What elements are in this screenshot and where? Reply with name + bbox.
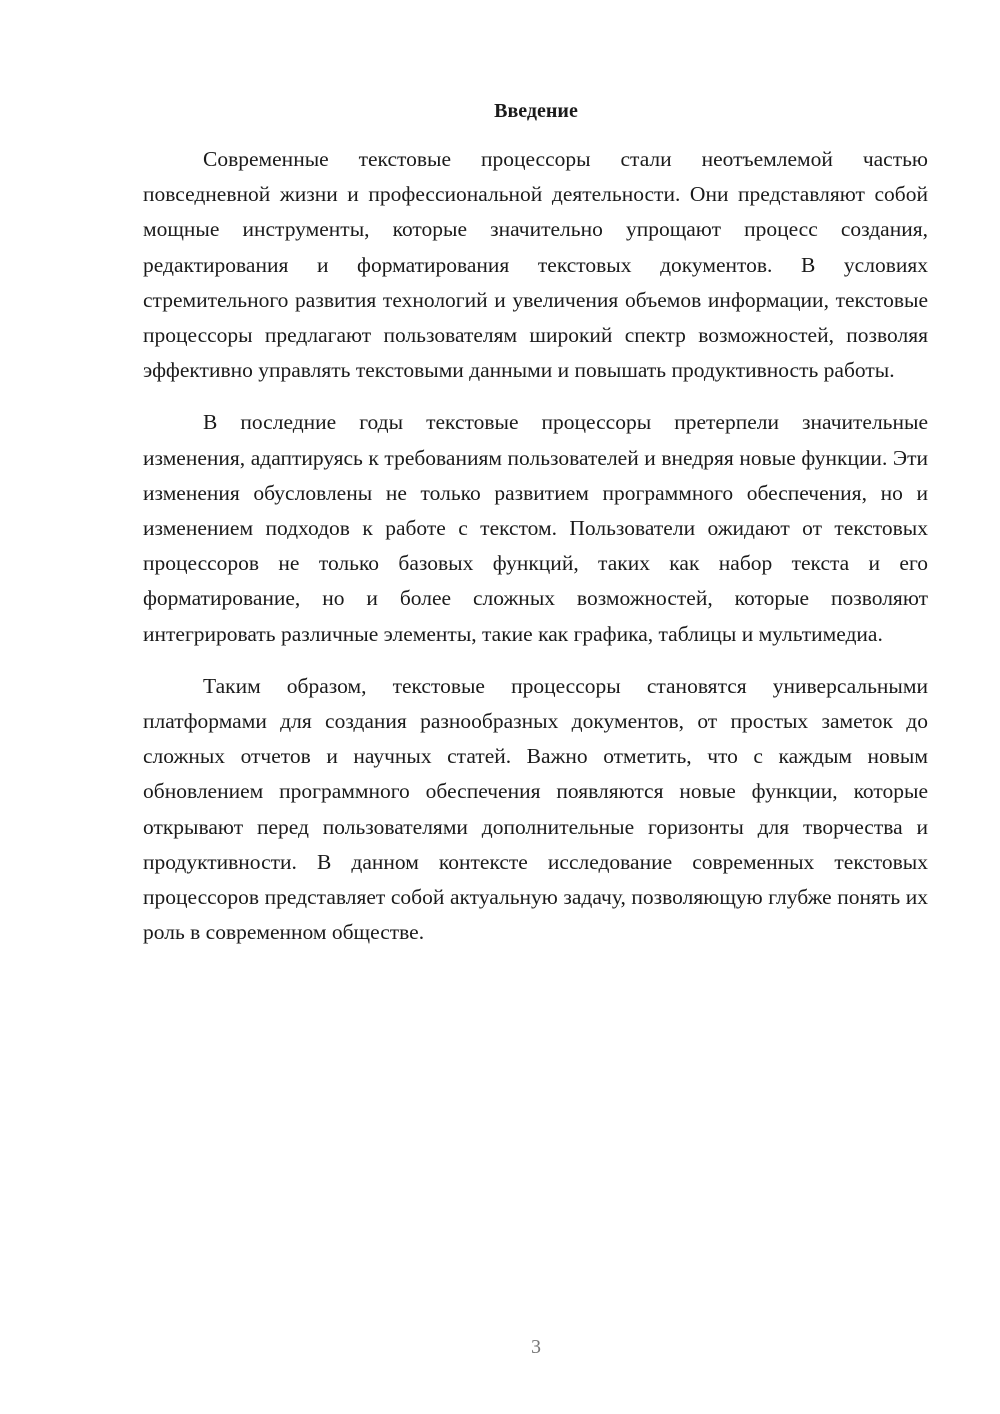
page-number: 3 <box>531 1336 541 1358</box>
paragraph-2: В последние годы текстовые процессоры претерпели значительные изменения, адаптируясь к требованиям пользователей и внедряя новые функции. Эти изменения обусловлены не только развитием программного обеспечения, но и изменением подходов к работе с текстом. Пользователи ожидают от текстовых процессоров не только базовых функций, таких как набор текста и его форматирование, но и более сложных возможностей, которые позволяют интегрировать различные элементы, такие как графика, таблицы и мультимедиа. <box>143 410 928 646</box>
section-heading: Введение <box>494 100 578 122</box>
body-text <box>143 142 928 967</box>
paragraph-3: Таким образом, текстовые процессоры становятся универсальными платформами для создания разнообразных документов, от простых заметок до сложных отчетов и научных статей. Важно отметить, что с каждым новым обновлением программного обеспечения появляются новые функции, которые открывают перед пользователями дополнительные горизонты для творчества и продуктивности. В данном контексте исследование современных текстовых процессоров представляет собой актуальную задачу, позволяющую глубже понять их роль в современном обществе. <box>143 673 928 945</box>
paragraph-1: Современные текстовые процессоры стали неотъемлемой частью повседневной жизни и профессиональной деятельности. Они представляют собой мощные инструменты, которые значительно упрощают процесс создания, редактирования и форматирования текстовых документов. В условиях стремительного развития технологий и увеличения объемов информации, текстовые процессоры предлагают пользователям широкий спектр возможностей, позволяя эффективно управлять текстовыми данными и повышать продуктивность работы. <box>143 147 928 383</box>
